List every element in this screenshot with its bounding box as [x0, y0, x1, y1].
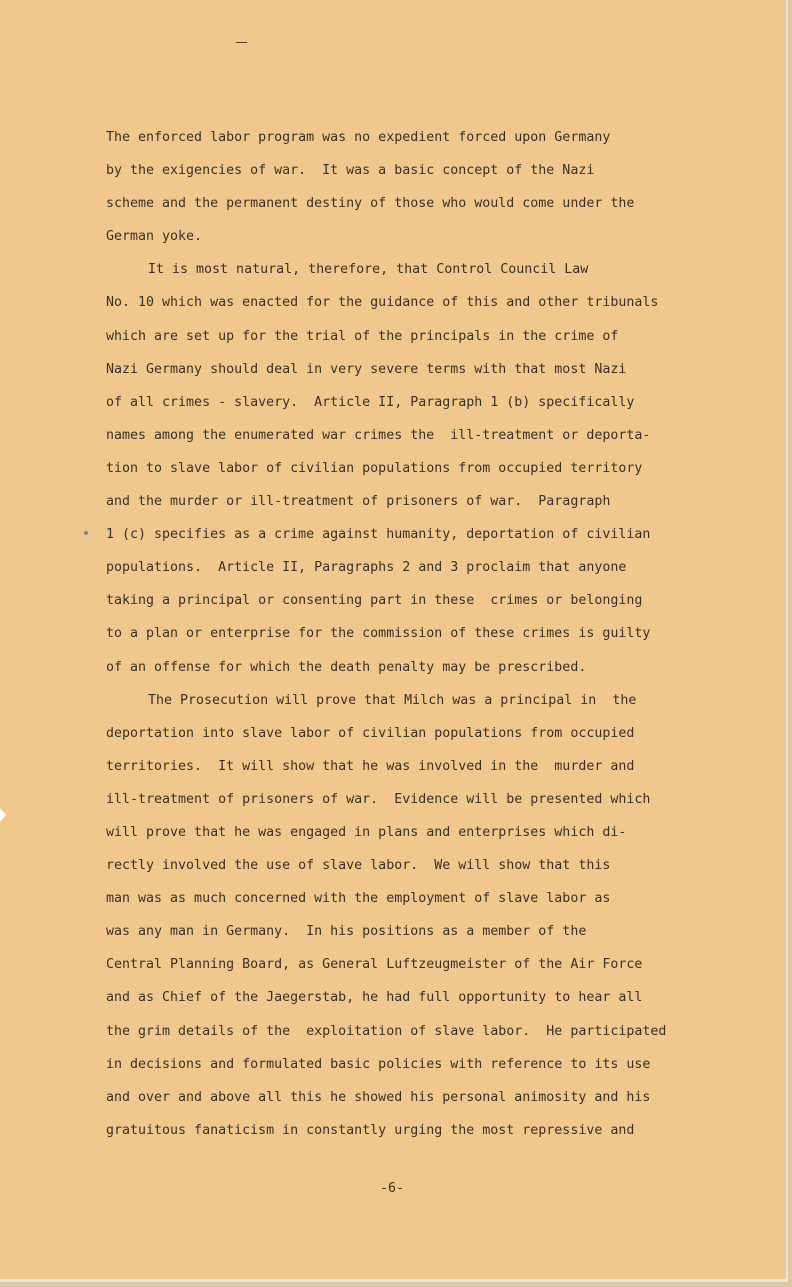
text-line: Central Planning Board, as General Luftzeugmeister of the Air Force [106, 957, 643, 973]
text-line: was any man in Germany. In his positions as a member of the [106, 924, 587, 940]
text-line: to a plan or enterprise for the commission of these crimes is guilty [106, 626, 651, 642]
paragraph-1 [106, 121, 706, 253]
text-line: which are set up for the trial of the principals in the crime of [106, 328, 619, 344]
text-line: gratuitous fanaticism in constantly urging the most repressive and [106, 1122, 635, 1138]
text-line: and over and above all this he showed his personal animosity and his [106, 1089, 651, 1105]
text-line: German yoke. [106, 229, 203, 245]
punch-dot [84, 531, 88, 535]
text-line: man was as much concerned with the employment of slave labor as [106, 891, 611, 907]
text-line: deportation into slave labor of civilian populations from occupied [106, 725, 635, 741]
text-line: It is most natural, therefore, that Control Council Law [148, 262, 589, 278]
text-line: No. 10 which was enacted for the guidance of this and other tribunals [106, 295, 659, 311]
text-line: scheme and the permanent destiny of those who would come under the [106, 196, 635, 212]
text-line: rectly involved the use of slave labor. We will show that this [106, 858, 611, 874]
paragraph-3 [106, 684, 706, 1147]
text-line: 1 (c) specifies as a crime against humanity, deportation of civilian [106, 527, 651, 543]
body-text [106, 121, 706, 1147]
text-line: populations. Article II, Paragraphs 2 and 3 proclaim that anyone [106, 560, 627, 576]
text-line: and as Chief of the Jaegerstab, he had full opportunity to hear all [106, 990, 643, 1006]
text-line: taking a principal or consenting part in these crimes or belonging [106, 593, 643, 609]
text-line: The Prosecution will prove that Milch was a principal in the [148, 692, 637, 708]
page-number: -6- [380, 1181, 405, 1196]
text-line: by the exigencies of war. It was a basic concept of the Nazi [106, 163, 595, 179]
text-line: and the murder or ill-treatment of prisoners of war. Paragraph [106, 494, 611, 510]
text-line: Nazi Germany should deal in very severe terms with that most Nazi [106, 361, 627, 377]
text-line: tion to slave labor of civilian populations from occupied territory [106, 460, 643, 476]
stray-mark [236, 42, 247, 43]
text-line: names among the enumerated war crimes the ill-treatment or deporta- [106, 427, 651, 443]
text-line: of an offense for which the death penalty may be prescribed. [106, 659, 587, 675]
paragraph-2 [106, 253, 706, 683]
text-line: The enforced labor program was no expedient forced upon Germany [106, 130, 611, 145]
text-line: in decisions and formulated basic policies with reference to its use [106, 1056, 651, 1072]
text-line: the grim details of the exploitation of slave labor. He participated [106, 1023, 667, 1039]
text-line: will prove that he was engaged in plans and enterprises which di- [106, 824, 627, 840]
text-line: of all crimes - slavery. Article II, Paragraph 1 (b) specifically [106, 394, 635, 410]
text-line: ill-treatment of prisoners of war. Evidence will be presented which [106, 791, 651, 807]
text-line: territories. It will show that he was involved in the murder and [106, 758, 635, 774]
page-edge-nick [0, 808, 6, 822]
